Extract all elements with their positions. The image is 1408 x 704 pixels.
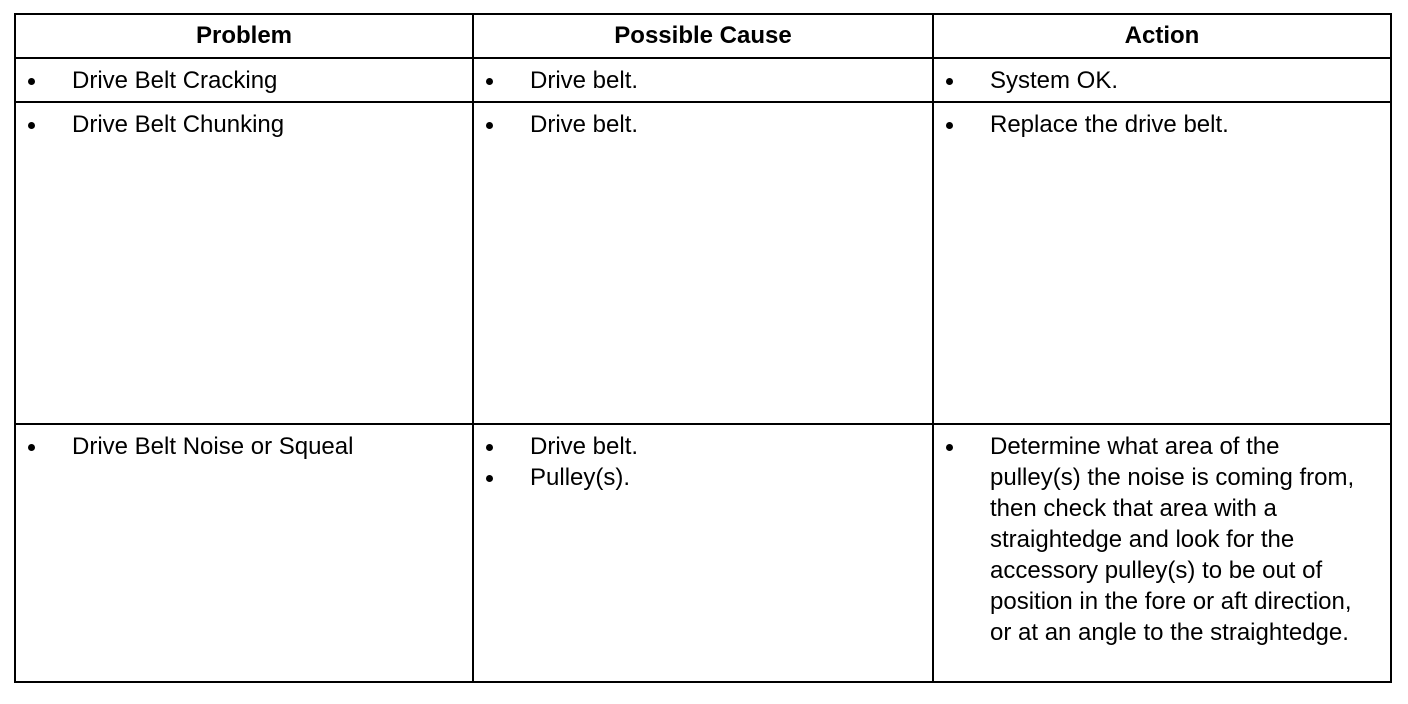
list-item — [474, 65, 932, 96]
cause-cell — [474, 425, 934, 681]
problem-text: Drive Belt Noise or Squeal — [72, 433, 354, 460]
cause-text: Drive belt. — [530, 111, 639, 138]
bullet-icon — [28, 444, 35, 451]
list-item — [934, 65, 1390, 96]
bullet-icon — [28, 78, 35, 85]
action-text: Determine what area of the pulley(s) the noise is coming from, then check that area with a straightedge and look for the accessory pulley(s) to be out of position in the fore or aft direction, or at an angle to the straightedge. — [990, 433, 1355, 646]
bullet-icon — [946, 444, 953, 451]
problem-cell — [16, 103, 474, 423]
table-row — [16, 59, 1390, 103]
cause-text: Drive belt. — [530, 67, 639, 94]
list-item — [16, 431, 472, 462]
problem-cell — [16, 425, 474, 681]
header-possible-cause: Possible Cause — [474, 15, 934, 57]
header-action: Action — [1124, 22, 1200, 49]
cause-cell — [474, 103, 934, 423]
list-item — [474, 431, 932, 462]
table-row — [16, 425, 1390, 681]
action-cell — [934, 425, 1390, 681]
list-item — [16, 109, 472, 140]
bullet-icon — [946, 122, 953, 129]
action-text: System OK. — [990, 67, 1119, 94]
problem-text: Drive Belt Cracking — [72, 67, 278, 94]
table-header-row — [16, 15, 1390, 59]
diagnosis-table — [14, 13, 1392, 683]
cause-text: Pulley(s). — [530, 464, 631, 491]
bullet-icon — [486, 475, 493, 482]
list-item — [934, 109, 1390, 140]
bullet-icon — [486, 444, 493, 451]
cause-text: Drive belt. — [530, 433, 639, 460]
bullet-icon — [486, 122, 493, 129]
list-item — [16, 65, 472, 96]
list-item — [474, 109, 932, 140]
problem-cell — [16, 59, 474, 101]
table-row — [16, 103, 1390, 425]
list-item — [474, 462, 932, 493]
header-problem: Problem — [16, 15, 474, 57]
bullet-icon — [28, 122, 35, 129]
action-cell — [934, 59, 1390, 101]
list-item — [934, 431, 1390, 648]
bullet-icon — [486, 78, 493, 85]
problem-text: Drive Belt Chunking — [72, 111, 285, 138]
bullet-icon — [946, 78, 953, 85]
action-cell — [934, 103, 1390, 423]
action-text: Replace the drive belt. — [990, 111, 1229, 138]
cause-cell — [474, 59, 934, 101]
